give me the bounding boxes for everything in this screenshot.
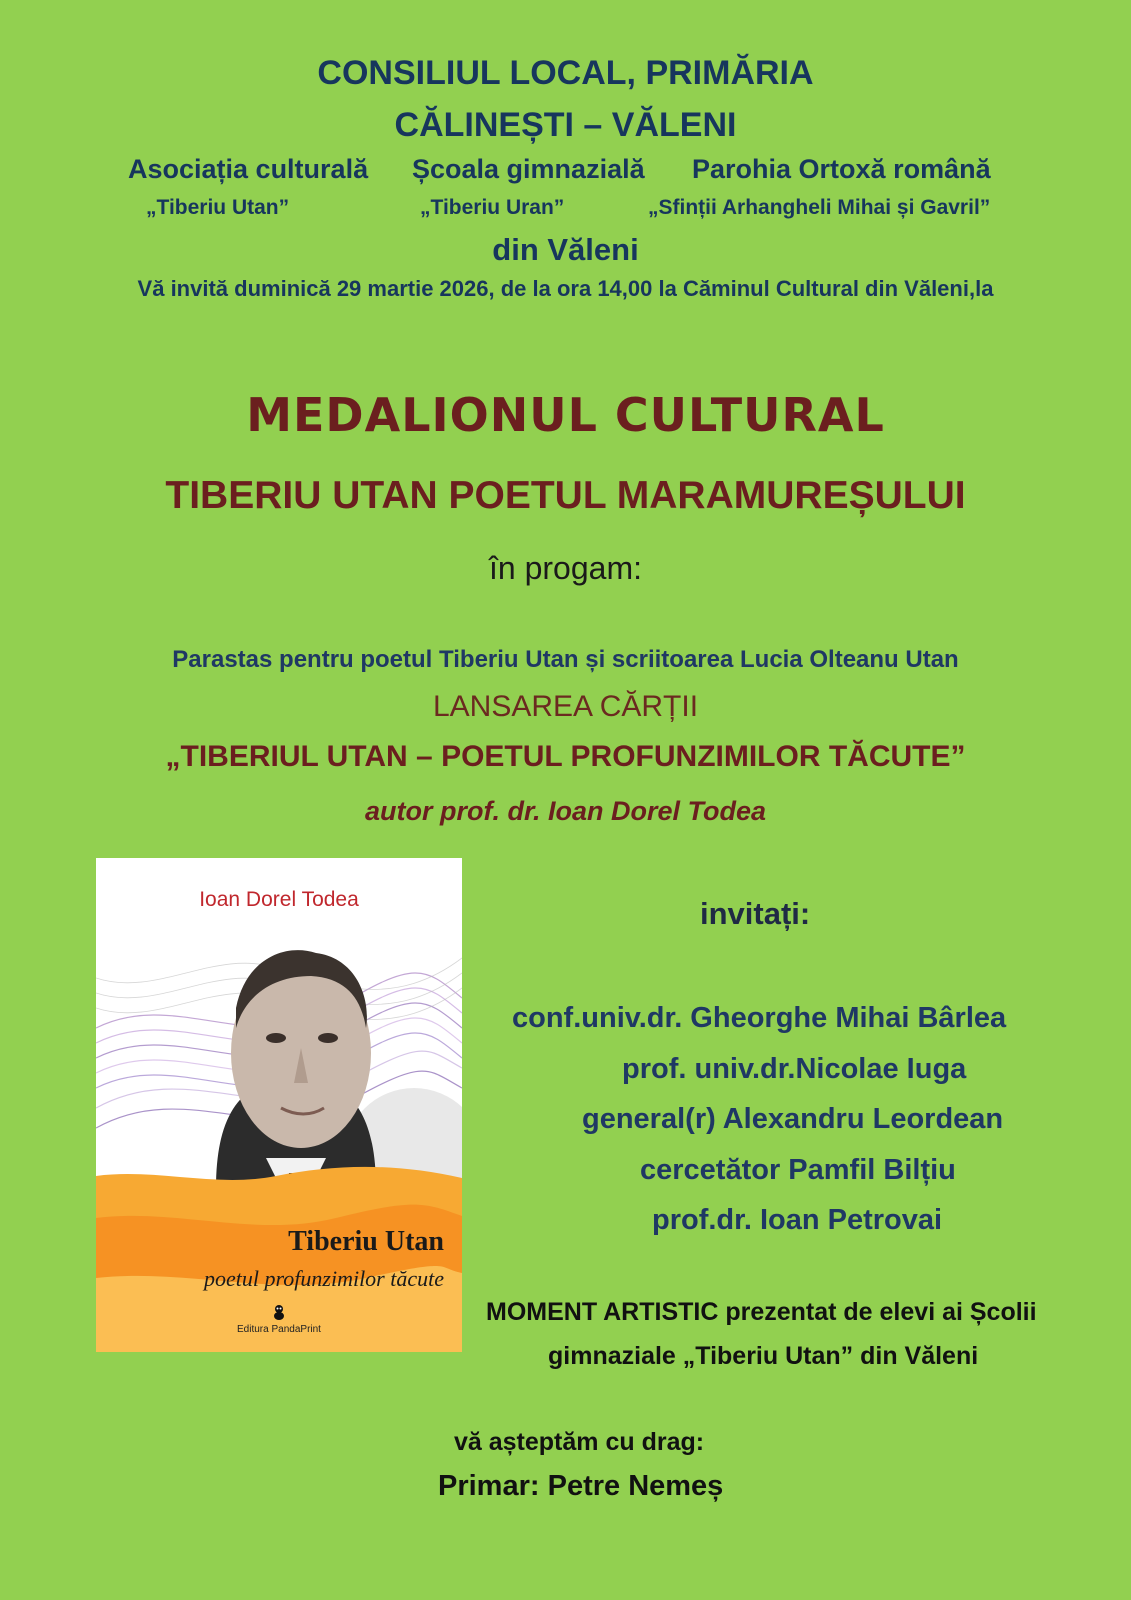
partner-school-sub: „Tiberiu Uran” xyxy=(420,196,565,219)
location-line: din Văleni xyxy=(492,232,639,267)
cover-publisher: Editura PandaPrint xyxy=(237,1324,321,1335)
organizer-line-1: CONSILIUL LOCAL, PRIMĂRIA xyxy=(317,54,814,92)
book-title: „TIBERIUL UTAN – POETUL PROFUNZIMILOR TĂCUTE” xyxy=(165,740,966,773)
program-item-memorial: Parastas pentru poetul Tiberiu Utan și scriitoarea Lucia Olteanu Utan xyxy=(172,646,959,673)
organizer-line-2: CĂLINEȘTI – VĂLENI xyxy=(394,106,737,144)
guest-item: conf.univ.dr. Gheorghe Mihai Bârlea xyxy=(512,1002,1007,1034)
cover-author: Ioan Dorel Todea xyxy=(199,888,359,911)
partner-parish: Parohia Ortoxă română xyxy=(692,154,991,184)
book-author: autor prof. dr. Ioan Dorel Todea xyxy=(364,796,767,826)
guest-item: cercetător Pamfil Bilțiu xyxy=(640,1154,956,1186)
cover-title: Tiberiu Utan xyxy=(288,1226,444,1257)
guest-item: prof. univ.dr.Nicolae Iuga xyxy=(622,1053,967,1085)
partner-parish-sub: „Sfinții Arhangheli Mihai și Gavril” xyxy=(648,196,991,219)
mayor-signature: Primar: Petre Nemeș xyxy=(438,1470,724,1502)
guest-item: general(r) Alexandru Leordean xyxy=(582,1103,1004,1135)
guest-item: prof.dr. Ioan Petrovai xyxy=(652,1204,943,1236)
partner-association: Asociația culturală xyxy=(128,154,369,184)
program-item-launch: LANSAREA CĂRȚII xyxy=(432,690,699,723)
cover-subtitle: poetul profunzimilor tăcute xyxy=(204,1266,444,1291)
event-subtitle: TIBERIU UTAN POETUL MARAMUREȘULUI xyxy=(165,474,966,517)
invitation-text: Vă invită duminică 29 martie 2026, de la ora 14,00 la Căminul Cultural din Văleni,la xyxy=(137,276,994,301)
program-label: în progam: xyxy=(489,550,642,586)
artistic-moment-line-2: gimnaziale „Tiberiu Utan” din Văleni xyxy=(548,1342,979,1370)
publisher-logo-icon xyxy=(272,1304,286,1320)
partner-association-sub: „Tiberiu Utan” xyxy=(146,196,290,219)
closing-text: vă așteptăm cu drag: xyxy=(454,1428,705,1456)
artistic-moment-line-1: MOMENT ARTISTIC prezentat de elevi ai Școlii xyxy=(486,1298,1037,1326)
guests-label: invitați: xyxy=(700,896,811,931)
event-title: MEDALIONUL CULTURAL xyxy=(246,388,885,442)
book-cover-image xyxy=(96,858,462,1352)
partner-school: Școala gimnazială xyxy=(412,154,645,184)
